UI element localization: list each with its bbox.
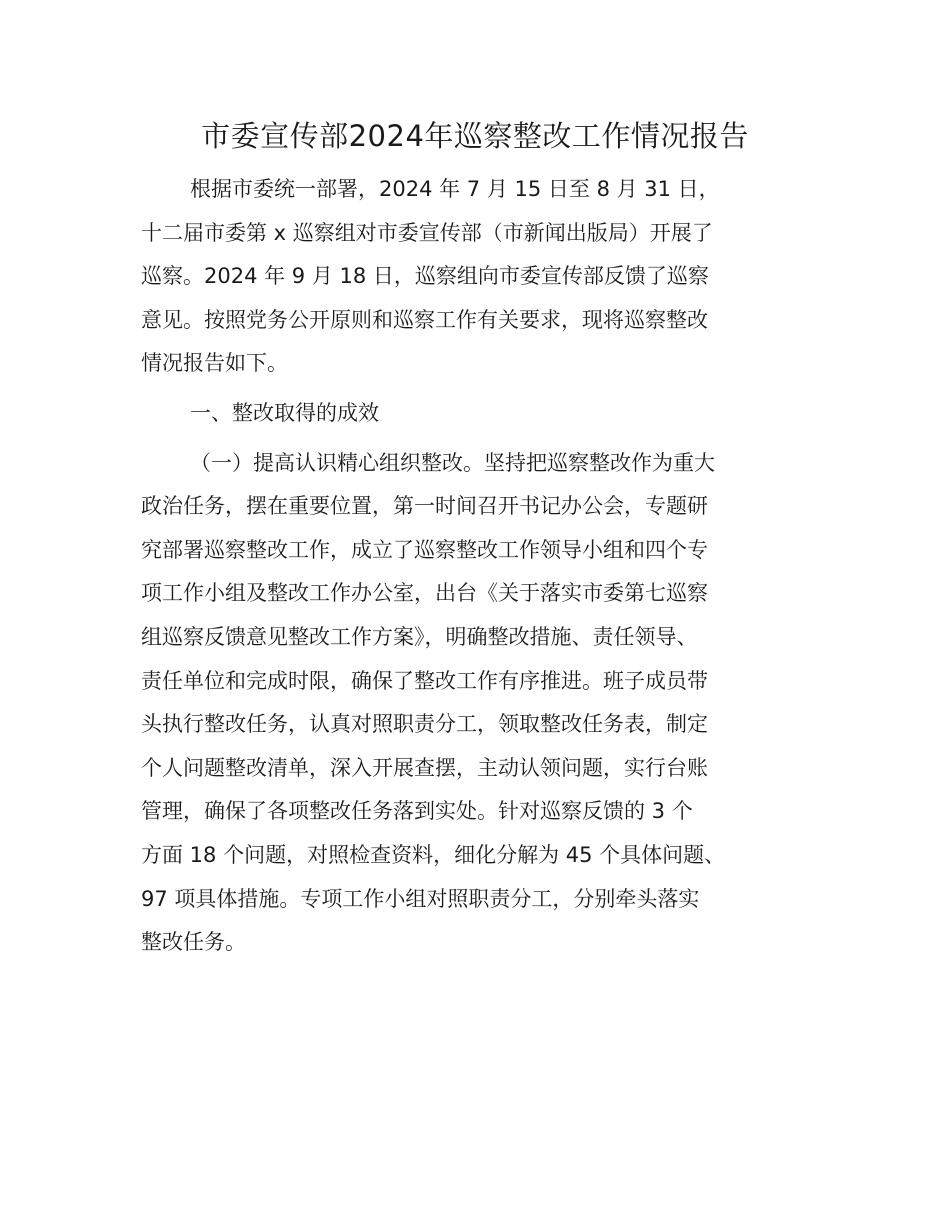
paragraph-2-line-1: （一）提高认识精心组织整改。坚持把巡察整改作为重大 [190, 450, 715, 475]
paragraph-2-line-4: 项工作小组及整改工作办公室，出台《关于落实市委第七巡察 [141, 581, 708, 606]
document-body [141, 168, 813, 965]
paragraph-2-line-6: 责任单位和完成时限，确保了整改工作有序推进。班子成员带 [141, 668, 708, 693]
paragraph-2-line-2: 政治任务，摆在重要位置，第一时间召开书记办公会，专题研 [141, 494, 708, 519]
paragraph-2-line-10: 方面 18 个问题，对照检查资料，细化分解为 45 个具体问题、 [141, 842, 726, 867]
paragraph-1-line-3: 巡察。2024 年 9 月 18 日，巡察组向市委宣传部反馈了巡察 [141, 264, 709, 289]
paragraph-2-line-12: 整改任务。 [141, 930, 246, 955]
document-title: 市委宣传部2024年巡察整改工作情况报告 [201, 119, 749, 153]
paragraph-2-line-9: 管理，确保了各项整改任务落到实处。针对巡察反馈的 3 个 [141, 799, 693, 824]
paragraph-2-line-3: 究部署巡察整改工作，成立了巡察整改工作领导小组和四个专 [141, 537, 708, 562]
paragraph-2-line-5: 组巡察反馈意见整改工作方案》，明确整改措施、责任领导、 [141, 624, 698, 649]
section-1-heading: 一、整改取得的成效 [190, 400, 379, 425]
paragraph-1-line-2: 十二届市委第 x 巡察组对市委宣传部（市新闻出版局）开展了 [141, 220, 713, 245]
paragraph-2-line-7: 头执行整改任务，认真对照职责分工，领取整改任务表，制定 [141, 712, 708, 737]
paragraph-1-line-4: 意见。按照党务公开原则和巡察工作有关要求，现将巡察整改 [141, 307, 708, 332]
paragraph-1-line-1: 根据市委统一部署，2024 年 7 月 15 日至 8 月 31 日， [190, 177, 720, 201]
paragraph-2-line-11: 97 项具体措施。专项工作小组对照职责分工，分别牵头落实 [141, 886, 700, 911]
paragraph-1-line-5: 情况报告如下。 [141, 351, 288, 376]
paragraph-2-line-8: 个人问题整改清单，深入开展查摆，主动认领问题，实行台账 [141, 755, 708, 780]
